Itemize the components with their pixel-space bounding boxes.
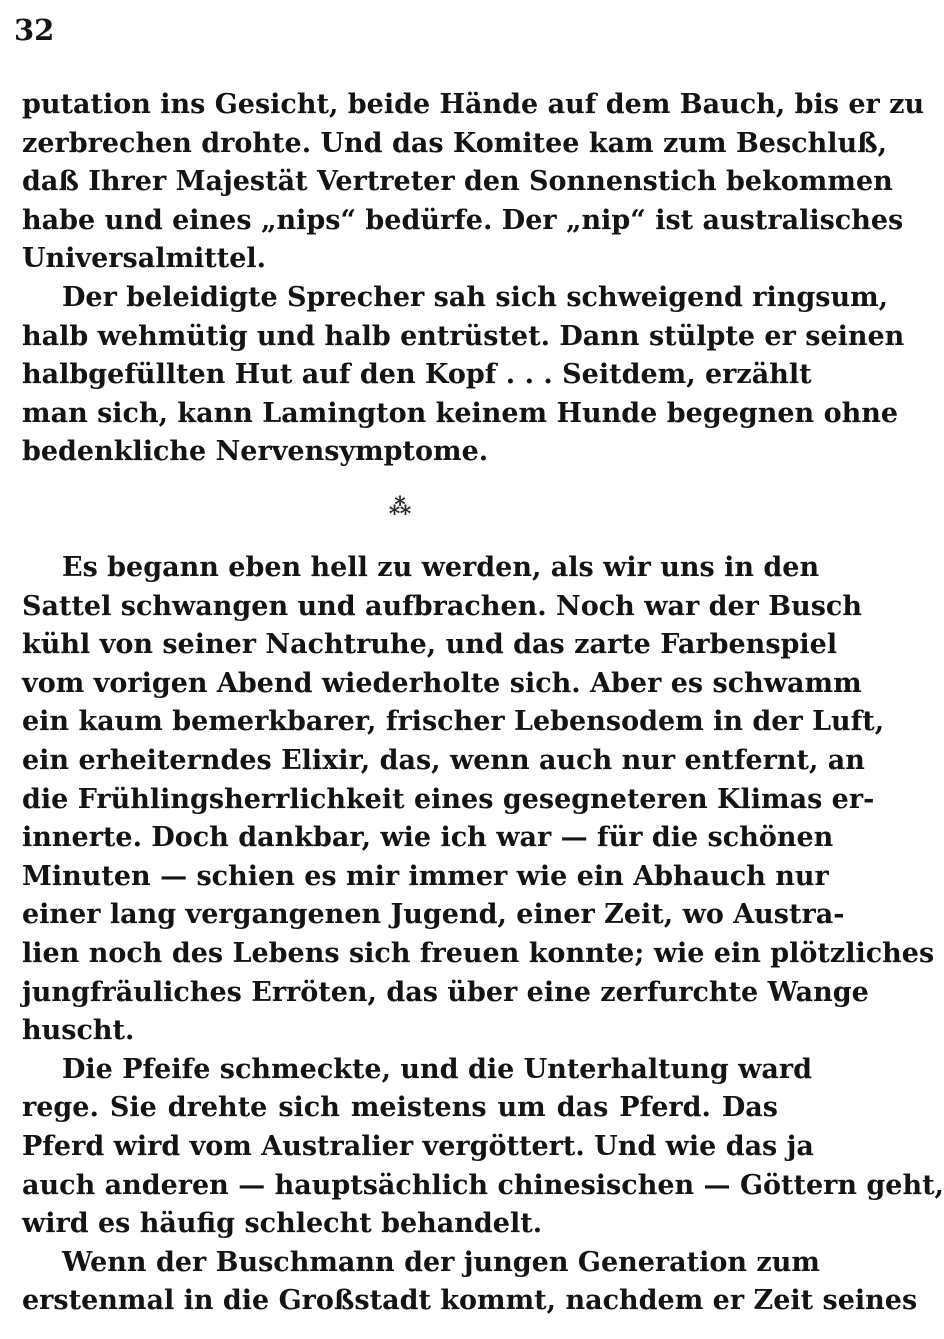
text-line: habe und eines „nips“ bedürfe. Der „nip“ ist australisches: [22, 204, 904, 236]
text-line: bedenkliche Nervensymptome.: [22, 436, 489, 468]
text-line: einer lang vergangenen Jugend, einer Zeit, wo Austra-: [22, 899, 845, 931]
text-line: rege. Sie drehte sich meistens um das Pferd. Das: [22, 1092, 778, 1124]
text-line: erstenmal in die Großstadt kommt, nachdem er Zeit seines: [22, 1285, 918, 1317]
section-divider: ⁂: [388, 494, 412, 520]
text-line: ein kaum bemerkbarer, frischer Lebensodem in der Luft,: [22, 706, 885, 738]
text-line: Wenn der Buschmann der jungen Generation zum: [62, 1246, 820, 1278]
text-line: putation ins Gesicht, beide Hände auf dem Bauch, bis er zu: [22, 89, 925, 120]
text-line: Universalmittel.: [22, 243, 267, 275]
text-line: huscht.: [22, 1015, 135, 1047]
text-section-1: [22, 86, 925, 472]
text-line: Pferd wird vom Australier vergöttert. Und wie das ja: [22, 1130, 814, 1162]
text-line: halbgefüllten Hut auf den Kopf . . . Seitdem, erzählt: [22, 359, 812, 391]
text-line: innerte. Doch dankbar, wie ich war — für die schönen: [22, 822, 834, 854]
text-line: ein erheiterndes Elixir, das, wenn auch nur entfernt, an: [22, 744, 865, 776]
text-section-2: [22, 549, 944, 1321]
text-line: Minuten — schien es mir immer wie ein Abhauch nur: [22, 860, 829, 892]
text-line: halb wehmütig und halb entrüstet. Dann stülpte er seinen: [22, 320, 905, 352]
text-line: vom vorigen Abend wiederholte sich. Aber es schwamm: [22, 667, 862, 699]
text-line: jungfräuliches Erröten, das über eine zerfurchte Wange: [22, 976, 869, 1008]
text-line: lien noch des Lebens sich freuen konnte; wie ein plötzliches: [22, 937, 935, 969]
text-line: Die Pfeife schmeckte, und die Unterhaltung ward: [62, 1053, 812, 1085]
text-line: Es begann eben hell zu werden, als wir uns in den: [62, 552, 820, 583]
page-number: 32: [14, 13, 55, 47]
text-line: daß Ihrer Majestät Vertreter den Sonnenstich bekommen: [22, 166, 893, 198]
text-line: auch anderen — hauptsächlich chinesischen — Göttern geht,: [22, 1169, 944, 1201]
text-line: die Frühlingsherrlichkeit eines gesegneteren Klimas er-: [22, 783, 875, 815]
text-line: kühl von seiner Nachtruhe, und das zarte Farbenspiel: [22, 629, 838, 661]
text-line: wird es häufig schlecht behandelt.: [22, 1208, 543, 1240]
text-line: zerbrechen drohte. Und das Komitee kam zum Beschluß,: [22, 127, 888, 159]
text-line: Sattel schwangen und aufbrachen. Noch war der Busch: [22, 590, 862, 622]
text-line: Der beleidigte Sprecher sah sich schweigend ringsum,: [62, 281, 889, 313]
text-line: man sich, kann Lamington keinem Hunde begegnen ohne: [22, 397, 899, 429]
